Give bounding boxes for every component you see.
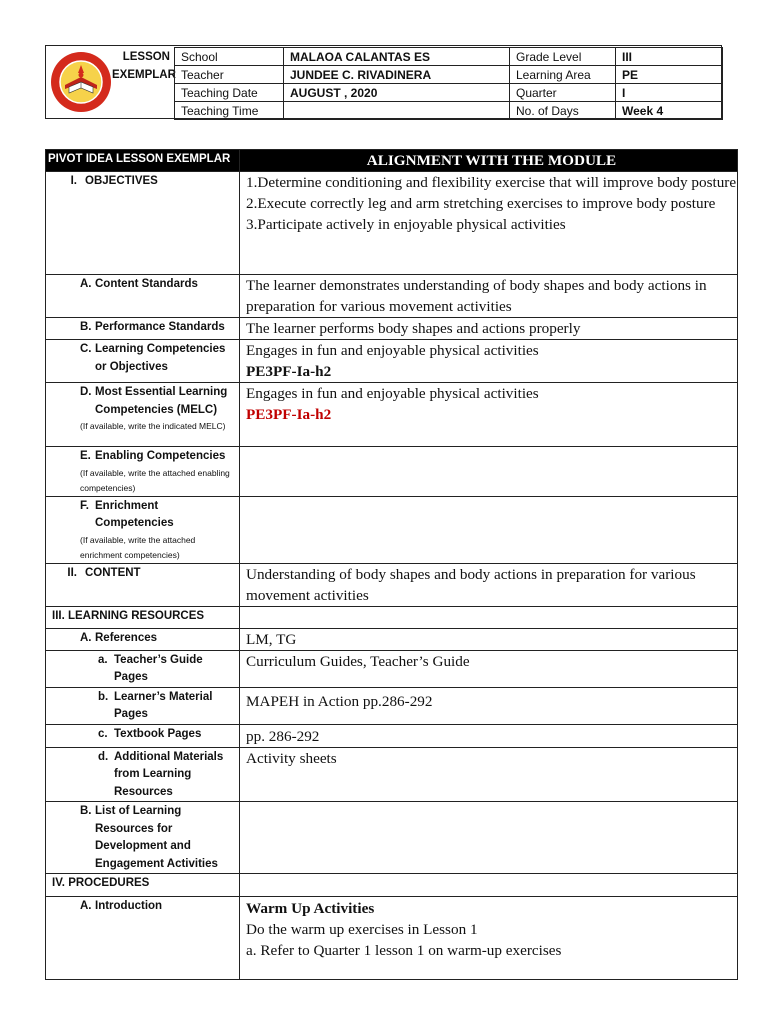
learning-area-value: PE bbox=[616, 66, 723, 84]
teaching-date-value: AUGUST , 2020 bbox=[284, 84, 510, 102]
learners-material-label: Learner’s Material Pages bbox=[114, 690, 213, 720]
objective-item: 3.Participate actively in enjoyable physical activities bbox=[246, 216, 566, 233]
school-seal-logo bbox=[49, 51, 113, 113]
info-row bbox=[175, 84, 723, 102]
enabling-competencies-label: Enabling Competencies bbox=[95, 450, 226, 462]
content-standards-label: Content Standards bbox=[95, 278, 198, 290]
days-value: Week 4 bbox=[616, 102, 723, 120]
introduction-heading: Warm Up Activities bbox=[246, 900, 375, 917]
references-number: A. bbox=[80, 631, 92, 644]
melc-code: PE3PF-Ia-h2 bbox=[246, 406, 332, 423]
textbook-pages-value: pp. 286-292 bbox=[240, 724, 738, 747]
table-header-row bbox=[46, 150, 738, 172]
lesson-exemplar-title bbox=[112, 48, 176, 84]
resources-list-label: List of Learning Resources for Development and Engagement Activities bbox=[95, 805, 218, 870]
melc-number: D. bbox=[80, 386, 92, 398]
school-label: School bbox=[175, 48, 284, 66]
teachers-guide-label: Teacher’s Guide Pages bbox=[114, 653, 203, 683]
info-row bbox=[175, 48, 723, 66]
enabling-competencies-note: (If available, write the attached enabling competencies) bbox=[80, 467, 230, 493]
objective-item: 2.Execute correctly leg and arm stretching exercises to improve body posture bbox=[246, 195, 716, 212]
lesson-plan-table bbox=[45, 149, 738, 980]
days-label: No. of Days bbox=[510, 102, 616, 120]
additional-materials-value: Activity sheets bbox=[240, 747, 738, 802]
title-line-2: EXEMPLAR bbox=[112, 69, 176, 81]
content-number: II. bbox=[67, 566, 77, 579]
teachers-guide-value: Curriculum Guides, Teacher’s Guide bbox=[240, 650, 738, 687]
content-standards-row bbox=[46, 275, 738, 318]
learning-resources-label: III. LEARNING RESOURCES bbox=[52, 609, 205, 622]
objectives-row bbox=[46, 172, 738, 275]
textbook-pages-row bbox=[46, 724, 738, 747]
header-alignment: ALIGNMENT WITH THE MODULE bbox=[240, 150, 738, 172]
textbook-pages-number: c. bbox=[98, 727, 108, 740]
resources-list-number: B. bbox=[80, 805, 92, 817]
performance-standards-number: B. bbox=[80, 321, 92, 333]
title-line-1: LESSON bbox=[122, 51, 170, 63]
enrichment-competencies-row bbox=[46, 496, 738, 563]
enabling-competencies-value bbox=[240, 447, 738, 497]
learners-material-row bbox=[46, 687, 738, 724]
introduction-number: A. bbox=[80, 900, 92, 912]
references-row bbox=[46, 628, 738, 650]
content-label: CONTENT bbox=[85, 566, 141, 579]
additional-materials-label: Additional Materials from Learning Resources bbox=[114, 750, 224, 798]
textbook-pages-label: Textbook Pages bbox=[114, 727, 202, 740]
procedures-row bbox=[46, 874, 738, 897]
procedures-label: IV. PROCEDURES bbox=[52, 877, 150, 889]
enrichment-competencies-value bbox=[240, 496, 738, 563]
learning-resources-row bbox=[46, 606, 738, 628]
info-row bbox=[175, 102, 723, 120]
objective-item: 1.Determine conditioning and flexibility exercise that will improve body posture bbox=[246, 174, 737, 191]
teacher-value: JUNDEE C. RIVADINERA bbox=[284, 66, 510, 84]
learning-competencies-value: Engages in fun and enjoyable physical activities bbox=[246, 342, 539, 359]
grade-level-value: III bbox=[616, 48, 723, 66]
performance-standards-row bbox=[46, 318, 738, 340]
objectives-value bbox=[240, 172, 738, 275]
enabling-competencies-row bbox=[46, 447, 738, 497]
content-row bbox=[46, 563, 738, 606]
performance-standards-label: Performance Standards bbox=[95, 321, 225, 333]
learners-material-value: MAPEH in Action pp.286-292 bbox=[240, 687, 738, 724]
introduction-row bbox=[46, 897, 738, 980]
objectives-number: I. bbox=[70, 175, 77, 187]
resources-list-value bbox=[240, 802, 738, 874]
melc-value: Engages in fun and enjoyable physical activities bbox=[246, 385, 539, 402]
teachers-guide-number: a. bbox=[98, 653, 108, 666]
lesson-info-table bbox=[174, 47, 723, 120]
learning-resources-value bbox=[240, 606, 738, 628]
quarter-value: I bbox=[616, 84, 723, 102]
additional-materials-number: d. bbox=[98, 750, 109, 763]
introduction-label: Introduction bbox=[95, 900, 163, 912]
content-standards-number: A. bbox=[80, 278, 92, 290]
content-value: Understanding of body shapes and body actions in preparation for various movement activities bbox=[240, 563, 738, 606]
learning-competencies-code: PE3PF-Ia-h2 bbox=[246, 363, 332, 380]
melc-label: Most Essential Learning Competencies (MELC) bbox=[95, 386, 228, 416]
melc-row bbox=[46, 383, 738, 447]
learners-material-number: b. bbox=[98, 690, 109, 703]
introduction-line-1: Do the warm up exercises in Lesson 1 bbox=[246, 921, 478, 938]
enabling-competencies-number: E. bbox=[80, 450, 91, 462]
resources-list-row bbox=[46, 802, 738, 874]
quarter-label: Quarter bbox=[510, 84, 616, 102]
introduction-line-2: a. Refer to Quarter 1 lesson 1 on warm-up exercises bbox=[246, 942, 562, 959]
performance-standards-value: The learner performs body shapes and actions properly bbox=[240, 318, 738, 340]
teachers-guide-row bbox=[46, 650, 738, 687]
grade-level-label: Grade Level bbox=[510, 48, 616, 66]
melc-note: (If available, write the indicated MELC) bbox=[80, 421, 226, 431]
enrichment-competencies-label: Enrichment Competencies bbox=[95, 499, 174, 529]
teaching-time-label: Teaching Time bbox=[175, 102, 284, 120]
info-row bbox=[175, 66, 723, 84]
learning-competencies-row bbox=[46, 340, 738, 383]
procedures-value bbox=[240, 874, 738, 897]
references-label: References bbox=[95, 631, 158, 644]
enrichment-competencies-note: (If available, write the attached enrichment competencies) bbox=[80, 534, 196, 560]
additional-materials-row bbox=[46, 747, 738, 802]
school-value: MALAOA CALANTAS ES bbox=[284, 48, 510, 66]
learning-competencies-number: C. bbox=[80, 343, 92, 355]
learning-competencies-label: Learning Competencies bbox=[95, 343, 226, 355]
references-value: LM, TG bbox=[240, 628, 738, 650]
objectives-label: OBJECTIVES bbox=[85, 175, 158, 187]
learning-competencies-label-2: or Objectives bbox=[95, 360, 168, 373]
teacher-label: Teacher bbox=[175, 66, 284, 84]
learning-area-label: Learning Area bbox=[510, 66, 616, 84]
enrichment-competencies-number: F. bbox=[80, 499, 89, 512]
content-standards-value: The learner demonstrates understanding of body shapes and body actions in preparation for various movement activities bbox=[240, 275, 738, 318]
teaching-time-value bbox=[284, 102, 510, 120]
header-pivot-idea: PIVOT IDEA LESSON EXEMPLAR bbox=[46, 150, 240, 172]
teaching-date-label: Teaching Date bbox=[175, 84, 284, 102]
